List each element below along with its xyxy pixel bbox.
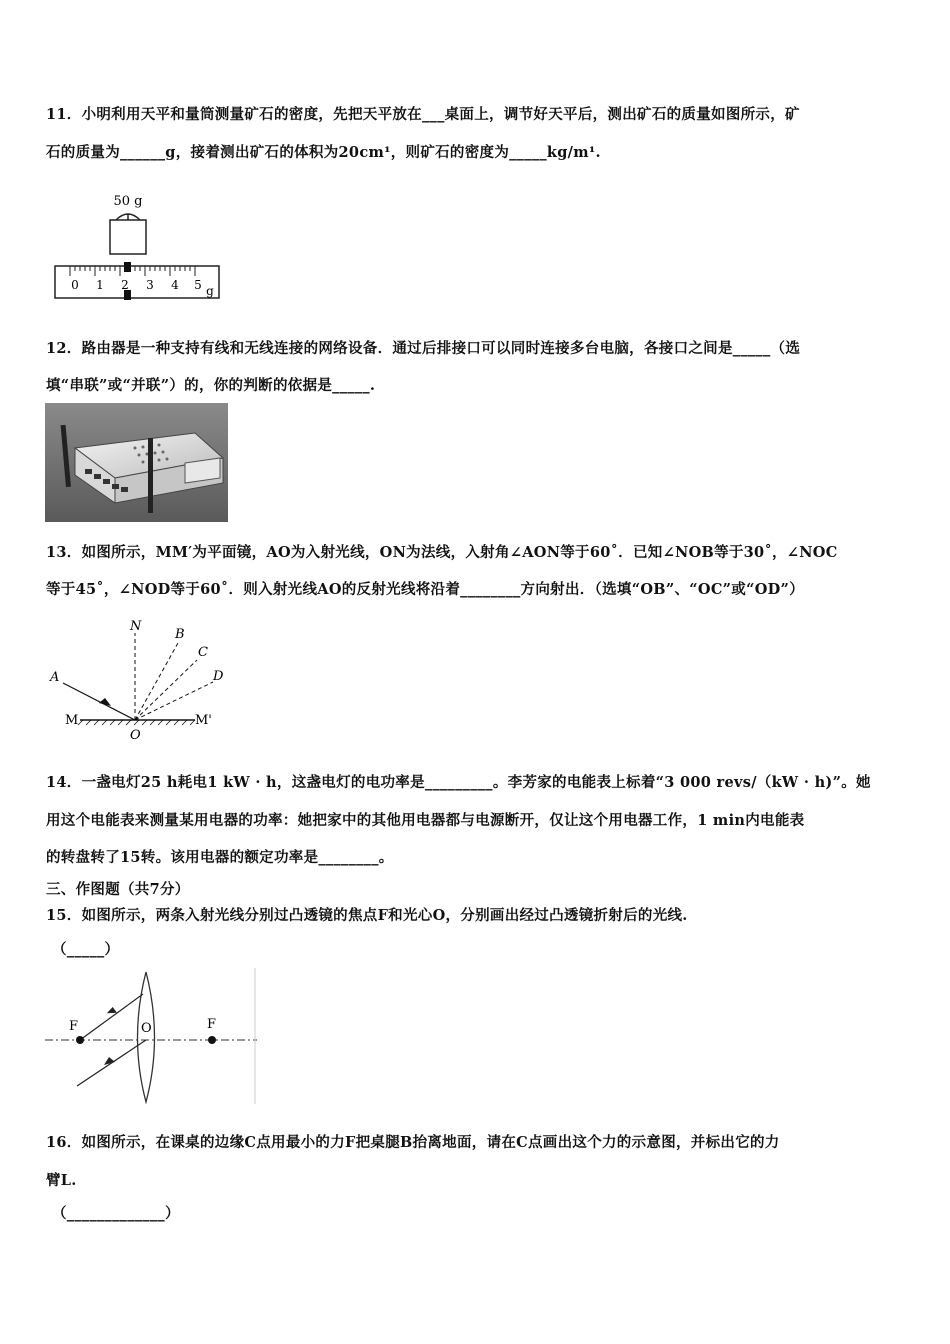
convex-lens-figure	[45, 968, 257, 1108]
svg-text:1: 1	[96, 278, 104, 292]
q14-line-2: 用这个电能表来测量某用电器的功率：她把家中的其他用电器都与电源断开，仅让这个用电器工作，1 min内电能表	[46, 812, 805, 829]
q15-line-1: 15．如图所示，两条入射光线分别过凸透镜的焦点F和光心O，分别画出经过凸透镜折射后的光线.	[46, 907, 688, 924]
q16-answer-blank: （_____________）	[52, 1205, 180, 1222]
svg-text:0: 0	[71, 278, 79, 292]
svg-text:C: C	[198, 645, 208, 660]
convex-lens	[138, 972, 155, 1102]
focus-left	[76, 1036, 84, 1044]
svg-text:g: g	[206, 284, 214, 298]
ray-through-center	[77, 1040, 146, 1086]
svg-text:F: F	[69, 1019, 79, 1034]
svg-text:3: 3	[146, 278, 154, 292]
q13-line-1: 13．如图所示，MM′为平面镜，AO为入射光线，ON为法线，入射角∠AON等于60˚．已知∠NOB等于30˚，∠NOC	[46, 544, 838, 561]
svg-text:M: M	[65, 713, 79, 728]
svg-text:5: 5	[194, 278, 202, 292]
svg-text:N: N	[130, 619, 142, 634]
q16-line-2: 臂L.	[46, 1172, 77, 1189]
ray-through-focus	[80, 994, 143, 1040]
q11-line-2: 石的质量为______g，接着测出矿石的体积为20cm¹，则矿石的密度为_____kg/m¹.	[46, 144, 601, 161]
router-photo	[45, 403, 228, 526]
svg-text:O: O	[141, 1021, 152, 1036]
section-heading: 三、作图题（共7分）	[46, 881, 190, 898]
balance-scale-figure	[50, 190, 225, 309]
svg-text:2: 2	[121, 278, 129, 292]
weight-block	[110, 220, 146, 254]
rider-marker-top	[124, 262, 131, 272]
q15-answer-blank: （_____）	[52, 941, 120, 958]
q14-line-1: 14．一盏电灯25 h耗电1 kW · h，这盏电灯的电功率是_________。李芳家的电能表上标着“3 000 revs/（kW · h)”。她	[46, 774, 871, 791]
svg-text:A: A	[50, 670, 60, 685]
svg-text:F: F	[207, 1017, 217, 1032]
focus-right	[208, 1036, 216, 1044]
svg-text:B: B	[175, 627, 185, 642]
q12-line-2: 填“串联”或“并联”）的，你的判断的依据是_____.	[46, 377, 376, 394]
svg-text:4: 4	[171, 278, 179, 292]
q11-line-1: 11．小明利用天平和量筒测量矿石的密度，先把天平放在___桌面上，调节好天平后，测出矿石的质量如图所示，矿	[46, 106, 800, 123]
q16-line-1: 16．如图所示，在课桌的边缘C点用最小的力F把桌腿B抬离地面，请在C点画出这个力的示意图，并标出它的力	[46, 1134, 780, 1151]
q13-line-2: 等于45˚，∠NOD等于60˚．则入射光线AO的反射光线将沿着________方向射出．（选填“OB”、“OC”或“OD”）	[46, 581, 804, 598]
weight-label: 50 g	[113, 194, 143, 209]
mirror-reflection-figure	[45, 615, 245, 749]
q12-line-1: 12．路由器是一种支持有线和无线连接的网络设备．通过后排接口可以同时连接多台电脑，各接口之间是_____（选	[46, 340, 801, 357]
q14-line-3: 的转盘转了15转。该用电器的额定功率是________。	[46, 849, 394, 866]
svg-text:M': M'	[195, 713, 212, 728]
ray-ob	[135, 643, 178, 720]
svg-text:O: O	[130, 728, 141, 743]
ray-oc	[135, 660, 197, 720]
svg-text:D: D	[213, 669, 224, 684]
